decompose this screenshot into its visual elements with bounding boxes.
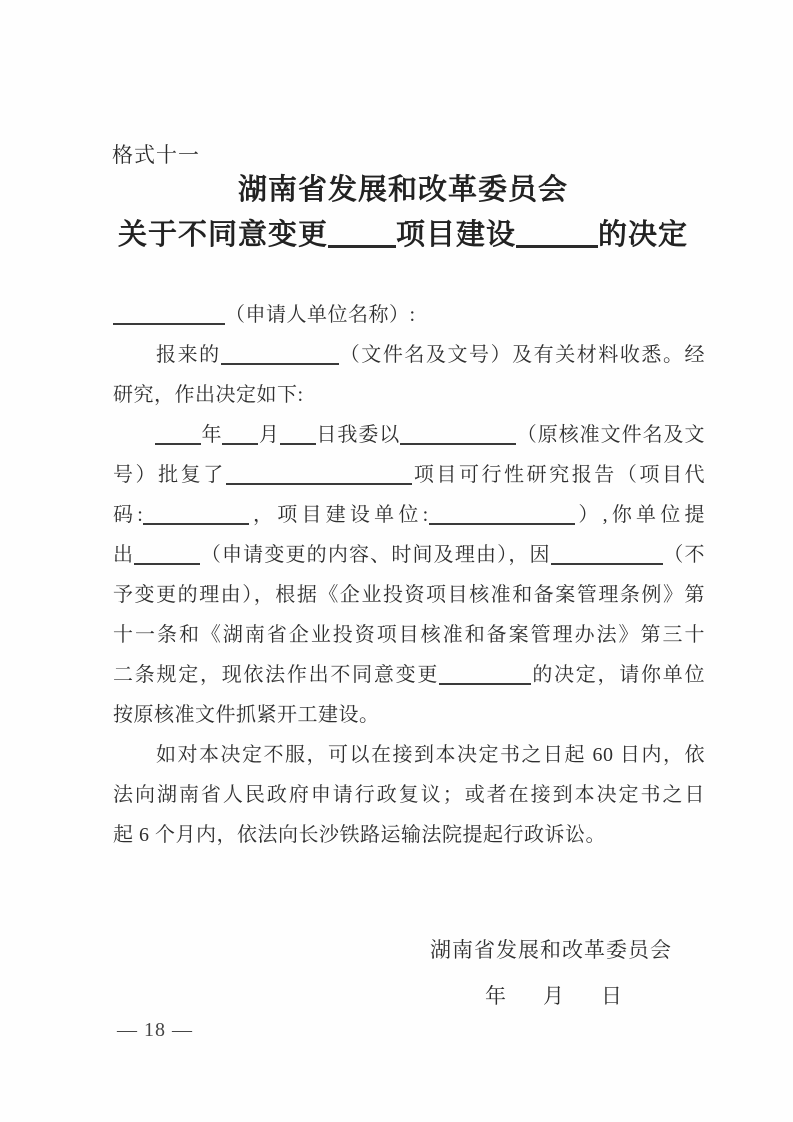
signature-block <box>0 933 793 1013</box>
signature-date: 年 月 日 <box>485 984 630 1008</box>
body <box>113 295 705 855</box>
body-line <box>113 575 705 615</box>
text-run: 月 <box>258 424 280 446</box>
text-run: 出 <box>113 544 135 566</box>
text-run: 日我委以 <box>315 424 401 446</box>
body-line <box>113 375 705 415</box>
blank-fill-in-field <box>328 245 396 248</box>
text-run: 按原核准文件抓紧开工建设。 <box>113 704 380 726</box>
text-run: （申请人单位名称）: <box>225 304 416 326</box>
body-line <box>113 535 705 575</box>
text-run: （原核准文件名及文 <box>516 424 706 446</box>
text-run: 年 <box>201 424 223 446</box>
doc-title-line2 <box>100 212 706 258</box>
text-run: 号）批复了 <box>113 464 226 486</box>
text-run: 的决定，请你单位 <box>531 664 706 686</box>
body-line <box>113 615 705 655</box>
text-run: 项目建设 <box>395 219 516 251</box>
format-label: 格式十一 <box>112 143 200 167</box>
blank-fill-in-field <box>226 482 412 485</box>
blank-fill-in-field <box>134 562 200 565</box>
blank-fill-in-field <box>221 362 339 365</box>
body-line <box>113 735 705 775</box>
body-line <box>113 775 705 815</box>
text-run: 二条规定，现依法作出不同意变更 <box>113 664 440 686</box>
text-run: （申请变更的内容、时间及理由），因 <box>200 544 551 566</box>
text-run: （不 <box>662 544 706 566</box>
text-run: （文件名及文号）及有关材料收悉。经 <box>338 344 706 366</box>
body-line <box>113 495 705 535</box>
blank-fill-in-field <box>143 522 249 525</box>
page-number: — 18 — <box>117 1019 193 1041</box>
text-run: 的决定 <box>598 219 689 251</box>
blank-fill-in-field <box>516 245 598 248</box>
text-run: 关于不同意变更 <box>117 219 328 251</box>
doc-title <box>100 168 706 258</box>
blank-fill-in-field <box>113 322 225 325</box>
blank-fill-in-field <box>155 442 201 445</box>
text-run: ，项目建设单位: <box>249 504 429 526</box>
body-line <box>113 695 705 735</box>
blank-fill-in-field <box>280 442 316 445</box>
blank-fill-in-field <box>439 682 531 685</box>
doc-title-line1: 湖南省发展和改革委员会 <box>237 174 568 206</box>
text-run: 研究，作出决定如下: <box>113 384 304 406</box>
signature-org: 湖南省发展和改革委员会 <box>430 938 672 962</box>
body-line <box>113 295 705 335</box>
body-line <box>113 415 705 455</box>
body-line <box>113 655 705 695</box>
text-run: 码: <box>113 504 144 526</box>
text-run: 法向湖南省人民政府申请行政复议；或者在接到本决定书之日 <box>113 784 705 806</box>
text-run: ）,你单位提 <box>574 504 706 526</box>
text-run: 予变更的理由），根据《企业投资项目核准和备案管理条例》第 <box>113 584 705 606</box>
text-run: 起 6 个月内，依法向长沙铁路运输法院提起行政诉讼。 <box>113 824 606 846</box>
blank-fill-in-field <box>551 562 663 565</box>
body-line <box>113 455 705 495</box>
body-line <box>113 815 705 855</box>
text-run: 如对本决定不服，可以在接到本决定书之日起 60 日内，依 <box>155 744 705 766</box>
blank-fill-in-field <box>222 442 258 445</box>
blank-fill-in-field <box>429 522 575 525</box>
text-run: 项目可行性研究报告（项目代 <box>411 464 706 486</box>
body-line <box>113 335 705 375</box>
text-run: 报来的 <box>155 344 221 366</box>
blank-fill-in-field <box>400 442 516 445</box>
text-run: 十一条和《湖南省企业投资项目核准和备案管理办法》第三十 <box>113 624 705 646</box>
